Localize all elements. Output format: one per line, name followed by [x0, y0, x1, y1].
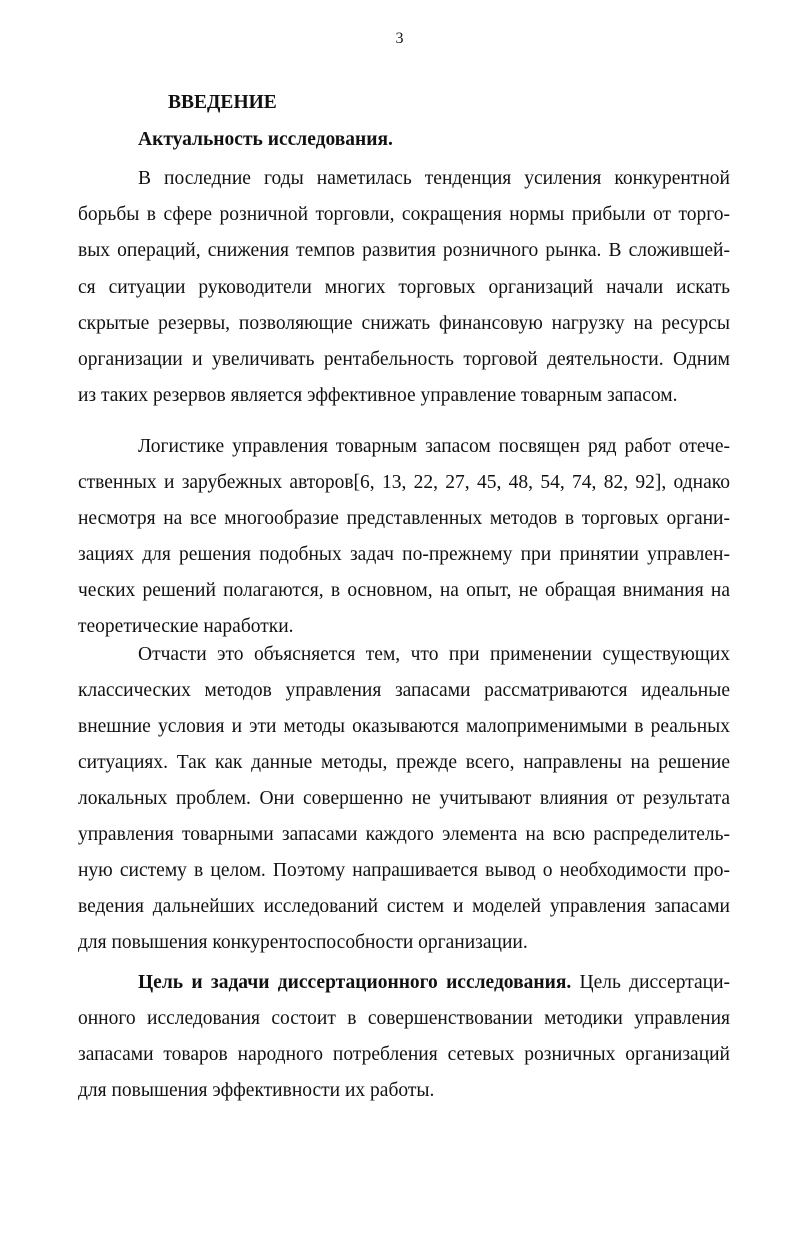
paragraph-line: ную систему в целом. Поэтому напрашивается вывод о необходимости про-: [78, 860, 730, 881]
bold-lead: Цель и задачи диссертационного исследования.: [138, 972, 572, 993]
page-number: 3: [395, 30, 404, 47]
paragraph-line: для повышения конкурентоспособности организации.: [78, 932, 528, 953]
paragraph-line: запасами товаров народного потребления сетевых розничных организаций: [78, 1044, 730, 1065]
paragraph-line: ственных и зарубежных авторов[6, 13, 22, 27, 45, 48, 54, 74, 82, 92], однако: [78, 472, 730, 493]
paragraph-line: ведения дальнейших исследований систем и моделей управления запасами: [78, 896, 730, 917]
paragraph-line: В последние годы наметилась тенденция усиления конкурентной: [138, 168, 730, 189]
paragraph-line: организации и увеличивать рентабельность торговой деятельности. Одним: [78, 349, 730, 370]
paragraph-line: управления товарными запасами каждого элемента на всю распределитель-: [78, 824, 730, 845]
line-text: Цель диссертаци-: [571, 972, 731, 993]
paragraph-line: ся ситуации руководители многих торговых организаций начали искать: [78, 277, 730, 298]
subheading: Актуальность исследования.: [138, 129, 393, 150]
paragraph-line: локальных проблем. Они совершенно не учитывают влияния от результата: [78, 788, 730, 809]
paragraph-line: теоретические наработки.: [78, 616, 294, 637]
paragraph-line: [138, 971, 730, 995]
paragraph-line: ситуациях. Так как данные методы, прежде всего, направлены на решение: [78, 752, 730, 773]
paragraph-line: для повышения эффективности их работы.: [78, 1080, 435, 1101]
paragraph-line: внешние условия и эти методы оказываются малоприменимыми в реальных: [78, 716, 730, 737]
paragraph-line: из таких резервов является эффективное управление товарным запасом.: [78, 385, 678, 406]
paragraph-line: классических методов управления запасами рассматриваются идеальные: [78, 680, 730, 701]
paragraph-line: несмотря на все многообразие представленных методов в торговых органи-: [78, 508, 730, 529]
paragraph-line: ческих решений полагаются, в основном, на опыт, не обращая внимания на: [78, 580, 730, 601]
section-heading: ВВЕДЕНИЕ: [168, 92, 277, 113]
paragraph-line: Отчасти это объясняется тем, что при применении существующих: [138, 644, 730, 665]
paragraph-line: скрытые резервы, позволяющие снижать финансовую нагрузку на ресурсы: [78, 313, 730, 334]
paragraph-line: борьбы в сфере розничной торговли, сокращения нормы прибыли от торго-: [78, 204, 730, 225]
paragraph-line: онного исследования состоит в совершенствовании методики управления: [78, 1008, 730, 1029]
paragraph-line: вых операций, снижения темпов развития розничного рынка. В сложившей-: [78, 240, 730, 261]
paragraph-line: зациях для решения подобных задач по-прежнему при принятии управлен-: [78, 544, 730, 565]
paragraph-line: Логистике управления товарным запасом посвящен ряд работ отече-: [138, 436, 730, 457]
